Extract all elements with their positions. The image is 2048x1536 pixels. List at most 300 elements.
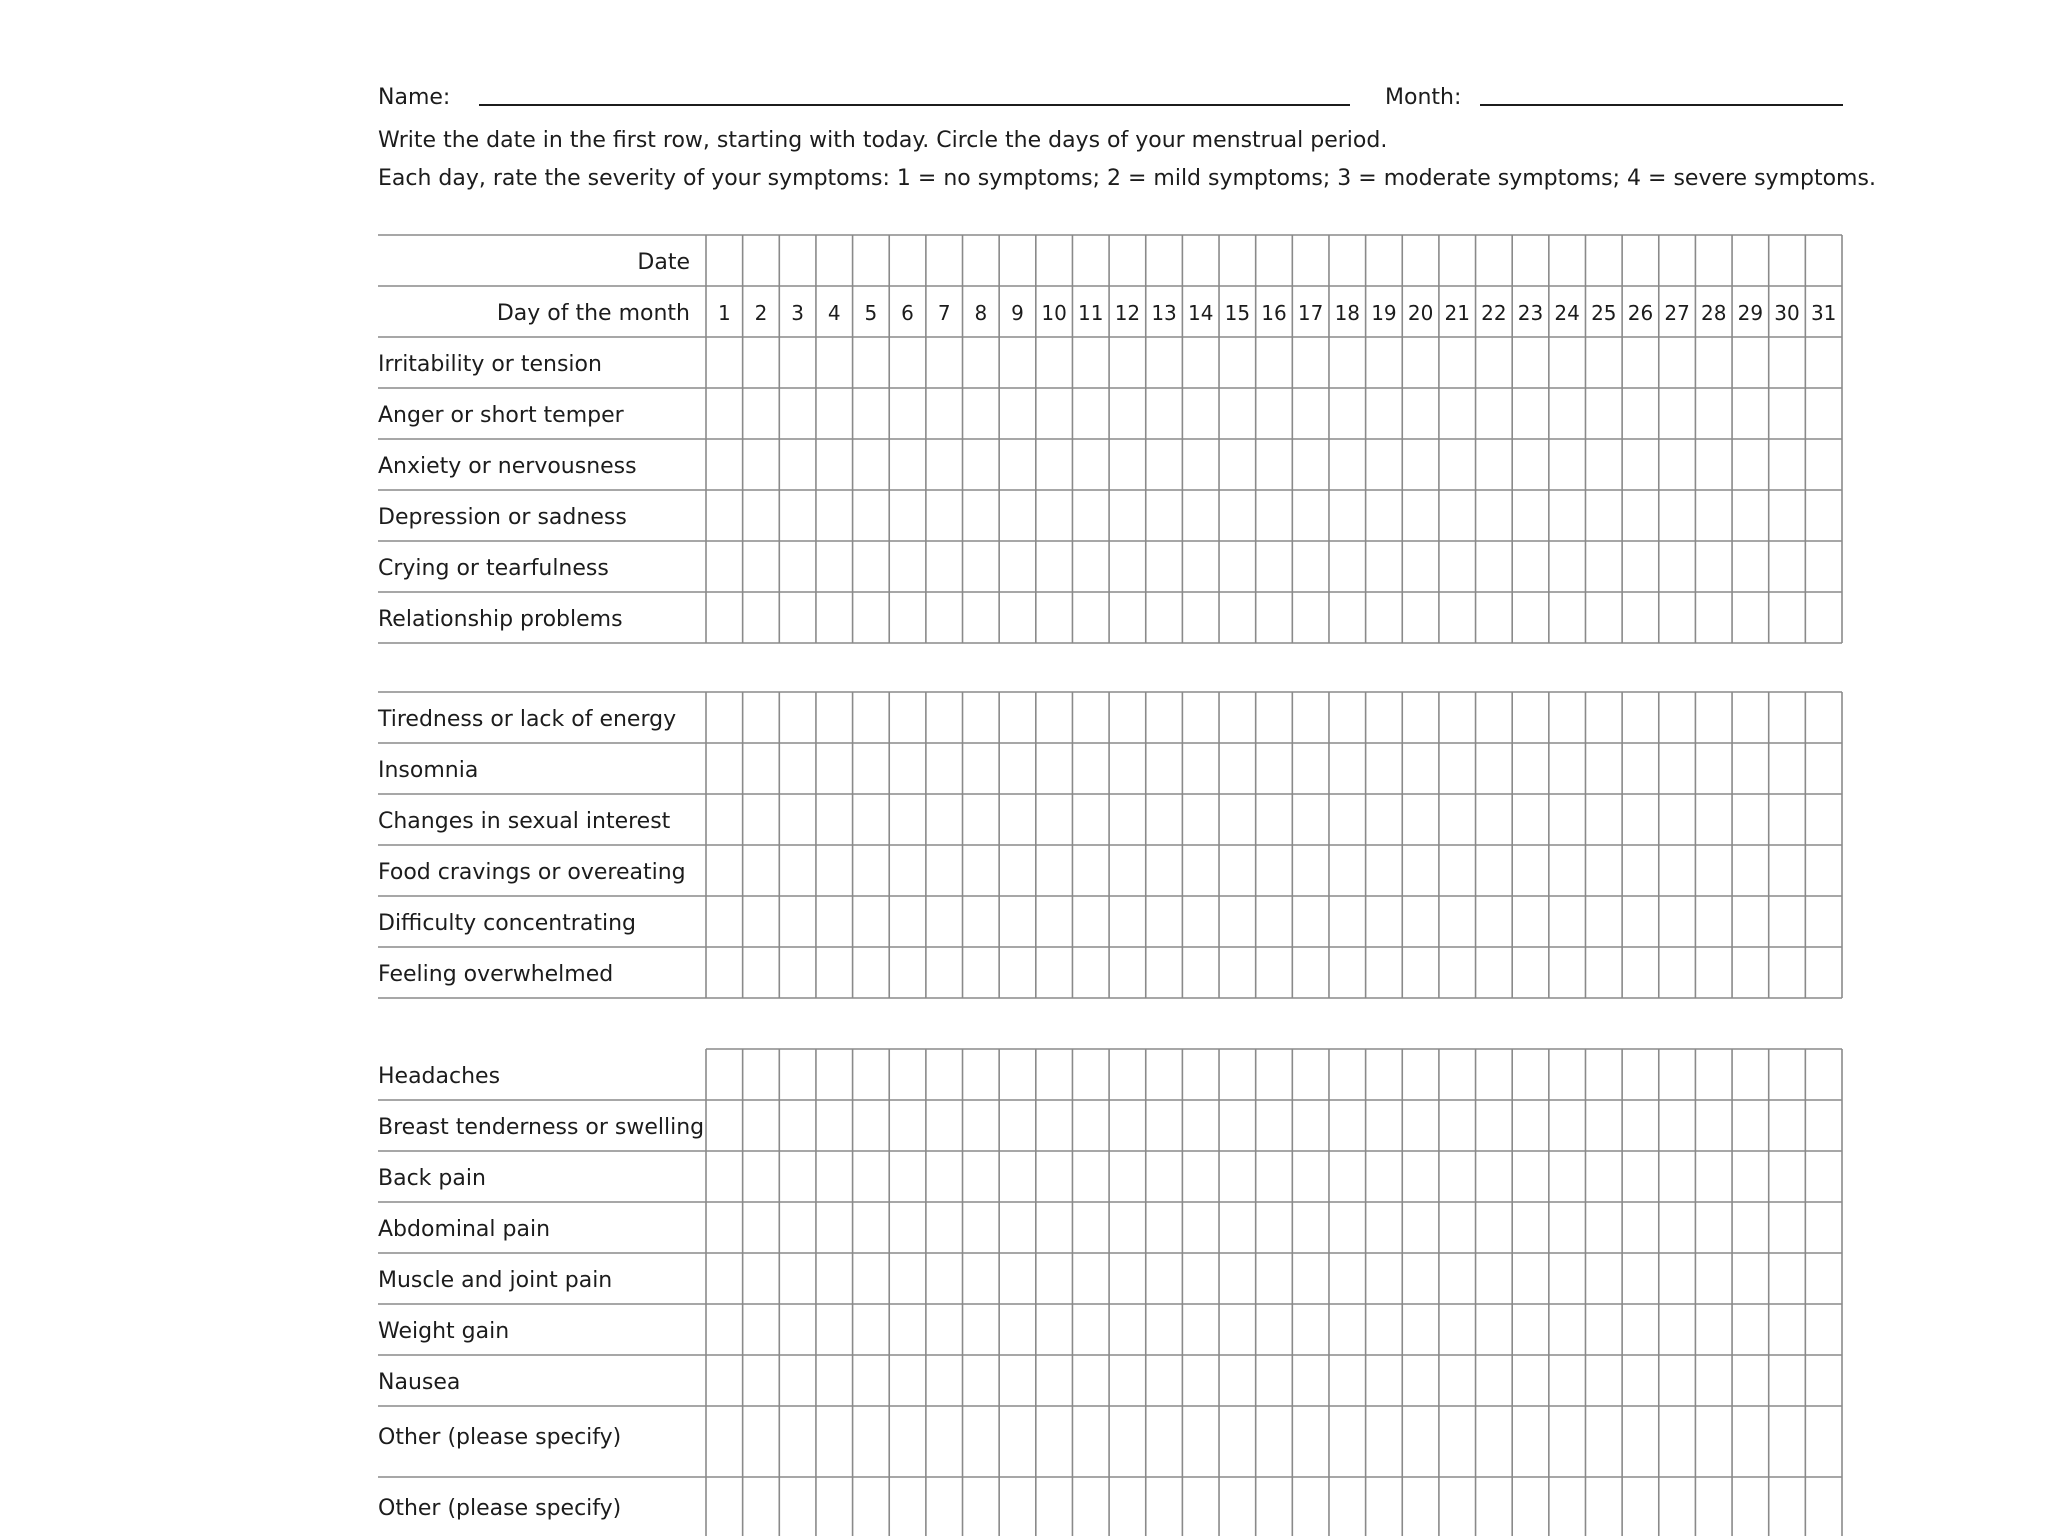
section-1-rating-cell[interactable] <box>743 592 780 643</box>
section-3-rating-cell[interactable] <box>889 1202 926 1253</box>
section-3-rating-cell[interactable] <box>1622 1151 1659 1202</box>
section-3-rating-cell[interactable] <box>1256 1406 1293 1477</box>
section-3-rating-cell[interactable] <box>1109 1151 1146 1202</box>
section-3-rating-cell[interactable] <box>1366 1304 1403 1355</box>
section-2-rating-cell[interactable] <box>1256 743 1293 794</box>
section-3-rating-cell[interactable] <box>816 1406 853 1477</box>
section-3-rating-cell[interactable] <box>1329 1477 1366 1536</box>
section-3-rating-cell[interactable] <box>1292 1151 1329 1202</box>
section-1-rating-cell[interactable] <box>1769 592 1806 643</box>
section-2-rating-cell[interactable] <box>926 794 963 845</box>
section-2-rating-cell[interactable] <box>743 794 780 845</box>
section-3-rating-cell[interactable] <box>1182 1304 1219 1355</box>
section-3-rating-cell[interactable] <box>1329 1355 1366 1406</box>
section-3-rating-cell[interactable] <box>1695 1151 1732 1202</box>
section-1-rating-cell[interactable] <box>1366 592 1403 643</box>
section-1-rating-cell[interactable] <box>1585 388 1622 439</box>
section-3-rating-cell[interactable] <box>1366 1355 1403 1406</box>
section-2-rating-cell[interactable] <box>1036 947 1073 998</box>
section-3-rating-cell[interactable] <box>1476 1049 1513 1100</box>
section-2-rating-cell[interactable] <box>1585 743 1622 794</box>
section-3-rating-cell[interactable] <box>1256 1477 1293 1536</box>
section-1-rating-cell[interactable] <box>1329 439 1366 490</box>
section-3-rating-cell[interactable] <box>1695 1253 1732 1304</box>
section-2-rating-cell[interactable] <box>1072 743 1109 794</box>
section-1-rating-cell[interactable] <box>1146 592 1183 643</box>
section-3-rating-cell[interactable] <box>1805 1304 1842 1355</box>
section-1-rating-cell[interactable] <box>999 337 1036 388</box>
section-1-rating-cell[interactable] <box>1219 337 1256 388</box>
section-1-rating-cell[interactable] <box>999 592 1036 643</box>
section-1-rating-cell[interactable] <box>999 235 1036 286</box>
section-1-rating-cell[interactable] <box>853 490 890 541</box>
section-3-rating-cell[interactable] <box>1805 1477 1842 1536</box>
section-1-rating-cell[interactable] <box>1402 439 1439 490</box>
section-3-rating-cell[interactable] <box>779 1477 816 1536</box>
section-1-rating-cell[interactable] <box>1476 337 1513 388</box>
section-3-rating-cell[interactable] <box>1805 1253 1842 1304</box>
section-2-rating-cell[interactable] <box>999 947 1036 998</box>
section-2-rating-cell[interactable] <box>1659 947 1696 998</box>
section-1-rating-cell[interactable] <box>1256 541 1293 592</box>
section-3-rating-cell[interactable] <box>1109 1253 1146 1304</box>
section-1-rating-cell[interactable] <box>1439 235 1476 286</box>
section-1-rating-cell[interactable] <box>1512 235 1549 286</box>
section-3-rating-cell[interactable] <box>1036 1304 1073 1355</box>
section-3-rating-cell[interactable] <box>1549 1100 1586 1151</box>
section-3-rating-cell[interactable] <box>1109 1406 1146 1477</box>
section-2-rating-cell[interactable] <box>1329 896 1366 947</box>
section-1-rating-cell[interactable] <box>1732 490 1769 541</box>
section-1-rating-cell[interactable] <box>1402 388 1439 439</box>
section-3-rating-cell[interactable] <box>926 1355 963 1406</box>
section-3-rating-cell[interactable] <box>1622 1406 1659 1477</box>
section-3-rating-cell[interactable] <box>1622 1304 1659 1355</box>
section-3-rating-cell[interactable] <box>889 1406 926 1477</box>
section-2-rating-cell[interactable] <box>1512 743 1549 794</box>
section-1-rating-cell[interactable] <box>1512 388 1549 439</box>
section-2-rating-cell[interactable] <box>1622 743 1659 794</box>
section-3-rating-cell[interactable] <box>1695 1355 1732 1406</box>
section-2-rating-cell[interactable] <box>1366 845 1403 896</box>
section-2-rating-cell[interactable] <box>1146 692 1183 743</box>
section-1-rating-cell[interactable] <box>853 439 890 490</box>
section-3-rating-cell[interactable] <box>853 1202 890 1253</box>
section-2-rating-cell[interactable] <box>1476 692 1513 743</box>
section-3-rating-cell[interactable] <box>1072 1049 1109 1100</box>
section-2-rating-cell[interactable] <box>1805 743 1842 794</box>
section-1-rating-cell[interactable] <box>853 388 890 439</box>
section-3-rating-cell[interactable] <box>1219 1355 1256 1406</box>
section-3-rating-cell[interactable] <box>999 1202 1036 1253</box>
section-2-rating-cell[interactable] <box>853 947 890 998</box>
section-3-rating-cell[interactable] <box>743 1151 780 1202</box>
section-3-rating-cell[interactable] <box>1476 1406 1513 1477</box>
section-1-rating-cell[interactable] <box>926 592 963 643</box>
section-3-rating-cell[interactable] <box>1329 1253 1366 1304</box>
section-3-rating-cell[interactable] <box>1219 1100 1256 1151</box>
section-3-rating-cell[interactable] <box>1549 1355 1586 1406</box>
section-3-rating-cell[interactable] <box>1805 1202 1842 1253</box>
section-2-rating-cell[interactable] <box>889 845 926 896</box>
section-1-rating-cell[interactable] <box>1732 388 1769 439</box>
section-1-rating-cell[interactable] <box>1732 337 1769 388</box>
section-2-rating-cell[interactable] <box>1512 896 1549 947</box>
section-2-rating-cell[interactable] <box>779 743 816 794</box>
section-1-rating-cell[interactable] <box>1292 541 1329 592</box>
section-1-rating-cell[interactable] <box>1329 592 1366 643</box>
section-2-rating-cell[interactable] <box>1036 692 1073 743</box>
section-2-rating-cell[interactable] <box>1292 845 1329 896</box>
section-1-rating-cell[interactable] <box>926 490 963 541</box>
section-1-rating-cell[interactable] <box>963 337 1000 388</box>
section-3-rating-cell[interactable] <box>963 1406 1000 1477</box>
section-3-rating-cell[interactable] <box>1512 1202 1549 1253</box>
section-1-rating-cell[interactable] <box>706 541 743 592</box>
section-1-rating-cell[interactable] <box>1659 388 1696 439</box>
section-1-rating-cell[interactable] <box>1805 439 1842 490</box>
section-1-rating-cell[interactable] <box>1769 541 1806 592</box>
section-3-rating-cell[interactable] <box>1732 1151 1769 1202</box>
section-2-rating-cell[interactable] <box>743 845 780 896</box>
section-3-rating-cell[interactable] <box>1402 1049 1439 1100</box>
section-3-rating-cell[interactable] <box>1659 1406 1696 1477</box>
section-1-rating-cell[interactable] <box>779 439 816 490</box>
section-3-rating-cell[interactable] <box>1146 1406 1183 1477</box>
section-2-rating-cell[interactable] <box>779 845 816 896</box>
section-3-rating-cell[interactable] <box>1439 1049 1476 1100</box>
section-3-rating-cell[interactable] <box>1036 1100 1073 1151</box>
section-3-rating-cell[interactable] <box>999 1304 1036 1355</box>
section-2-rating-cell[interactable] <box>1732 743 1769 794</box>
section-1-rating-cell[interactable] <box>1695 235 1732 286</box>
section-3-rating-cell[interactable] <box>1256 1151 1293 1202</box>
section-3-rating-cell[interactable] <box>1769 1100 1806 1151</box>
section-2-rating-cell[interactable] <box>1366 794 1403 845</box>
section-3-rating-cell[interactable] <box>1585 1304 1622 1355</box>
section-2-rating-cell[interactable] <box>1695 845 1732 896</box>
section-3-rating-cell[interactable] <box>1366 1406 1403 1477</box>
section-3-rating-cell[interactable] <box>1732 1049 1769 1100</box>
section-1-rating-cell[interactable] <box>816 592 853 643</box>
section-1-rating-cell[interactable] <box>1439 439 1476 490</box>
section-2-rating-cell[interactable] <box>853 896 890 947</box>
section-3-rating-cell[interactable] <box>1439 1304 1476 1355</box>
section-3-rating-cell[interactable] <box>963 1477 1000 1536</box>
section-3-rating-cell[interactable] <box>1512 1406 1549 1477</box>
section-3-rating-cell[interactable] <box>1512 1049 1549 1100</box>
section-1-rating-cell[interactable] <box>1732 592 1769 643</box>
section-3-rating-cell[interactable] <box>1769 1049 1806 1100</box>
section-3-rating-cell[interactable] <box>1659 1049 1696 1100</box>
section-3-rating-cell[interactable] <box>1219 1202 1256 1253</box>
section-3-rating-cell[interactable] <box>853 1049 890 1100</box>
section-3-rating-cell[interactable] <box>1659 1253 1696 1304</box>
section-3-rating-cell[interactable] <box>1585 1151 1622 1202</box>
section-1-rating-cell[interactable] <box>1512 337 1549 388</box>
section-2-rating-cell[interactable] <box>926 896 963 947</box>
section-3-rating-cell[interactable] <box>963 1304 1000 1355</box>
section-3-rating-cell[interactable] <box>926 1049 963 1100</box>
section-2-rating-cell[interactable] <box>1036 794 1073 845</box>
section-1-rating-cell[interactable] <box>1512 592 1549 643</box>
section-1-rating-cell[interactable] <box>1219 388 1256 439</box>
section-2-rating-cell[interactable] <box>1805 692 1842 743</box>
section-2-rating-cell[interactable] <box>779 692 816 743</box>
section-3-rating-cell[interactable] <box>1146 1477 1183 1536</box>
section-2-rating-cell[interactable] <box>889 692 926 743</box>
section-1-rating-cell[interactable] <box>889 337 926 388</box>
section-2-rating-cell[interactable] <box>963 794 1000 845</box>
section-3-rating-cell[interactable] <box>1292 1406 1329 1477</box>
section-3-rating-cell[interactable] <box>1549 1477 1586 1536</box>
section-3-rating-cell[interactable] <box>999 1100 1036 1151</box>
section-2-rating-cell[interactable] <box>1329 692 1366 743</box>
section-1-rating-cell[interactable] <box>1695 388 1732 439</box>
section-3-rating-cell[interactable] <box>999 1406 1036 1477</box>
section-3-rating-cell[interactable] <box>1329 1304 1366 1355</box>
section-3-rating-cell[interactable] <box>963 1253 1000 1304</box>
section-2-rating-cell[interactable] <box>1146 743 1183 794</box>
section-2-rating-cell[interactable] <box>1439 896 1476 947</box>
section-3-rating-cell[interactable] <box>1072 1202 1109 1253</box>
section-1-rating-cell[interactable] <box>1146 337 1183 388</box>
section-1-rating-cell[interactable] <box>1036 337 1073 388</box>
section-2-rating-cell[interactable] <box>1072 896 1109 947</box>
section-3-rating-cell[interactable] <box>1512 1151 1549 1202</box>
section-3-rating-cell[interactable] <box>1585 1477 1622 1536</box>
section-3-rating-cell[interactable] <box>1732 1202 1769 1253</box>
section-2-rating-cell[interactable] <box>1366 896 1403 947</box>
section-1-rating-cell[interactable] <box>1292 235 1329 286</box>
section-3-rating-cell[interactable] <box>853 1100 890 1151</box>
section-1-rating-cell[interactable] <box>1695 439 1732 490</box>
section-2-rating-cell[interactable] <box>1659 692 1696 743</box>
section-1-rating-cell[interactable] <box>1439 337 1476 388</box>
section-3-rating-cell[interactable] <box>1476 1151 1513 1202</box>
section-3-rating-cell[interactable] <box>1769 1477 1806 1536</box>
section-3-rating-cell[interactable] <box>816 1253 853 1304</box>
section-2-rating-cell[interactable] <box>999 794 1036 845</box>
section-2-rating-cell[interactable] <box>926 743 963 794</box>
section-1-rating-cell[interactable] <box>1622 490 1659 541</box>
section-3-rating-cell[interactable] <box>1439 1406 1476 1477</box>
section-2-rating-cell[interactable] <box>1695 692 1732 743</box>
section-2-rating-cell[interactable] <box>1256 896 1293 947</box>
section-2-rating-cell[interactable] <box>1292 794 1329 845</box>
section-1-rating-cell[interactable] <box>1659 541 1696 592</box>
section-1-rating-cell[interactable] <box>1805 541 1842 592</box>
section-3-rating-cell[interactable] <box>1769 1253 1806 1304</box>
section-2-rating-cell[interactable] <box>1439 947 1476 998</box>
section-2-rating-cell[interactable] <box>1732 692 1769 743</box>
section-2-rating-cell[interactable] <box>816 845 853 896</box>
section-1-rating-cell[interactable] <box>1805 592 1842 643</box>
section-3-rating-cell[interactable] <box>1366 1100 1403 1151</box>
section-1-rating-cell[interactable] <box>1366 541 1403 592</box>
section-3-rating-cell[interactable] <box>1512 1477 1549 1536</box>
section-3-rating-cell[interactable] <box>1402 1253 1439 1304</box>
section-3-rating-cell[interactable] <box>816 1100 853 1151</box>
section-3-rating-cell[interactable] <box>889 1477 926 1536</box>
section-1-rating-cell[interactable] <box>999 541 1036 592</box>
section-2-rating-cell[interactable] <box>1146 845 1183 896</box>
section-1-rating-cell[interactable] <box>706 388 743 439</box>
section-3-rating-cell[interactable] <box>963 1100 1000 1151</box>
section-1-rating-cell[interactable] <box>706 235 743 286</box>
section-3-rating-cell[interactable] <box>1219 1049 1256 1100</box>
section-2-rating-cell[interactable] <box>1292 896 1329 947</box>
section-3-rating-cell[interactable] <box>706 1477 743 1536</box>
section-3-rating-cell[interactable] <box>1402 1355 1439 1406</box>
section-2-rating-cell[interactable] <box>779 794 816 845</box>
section-3-rating-cell[interactable] <box>1549 1151 1586 1202</box>
section-3-rating-cell[interactable] <box>779 1049 816 1100</box>
section-1-rating-cell[interactable] <box>1072 388 1109 439</box>
section-3-rating-cell[interactable] <box>963 1355 1000 1406</box>
section-3-rating-cell[interactable] <box>1182 1406 1219 1477</box>
section-1-rating-cell[interactable] <box>1036 235 1073 286</box>
section-1-rating-cell[interactable] <box>1476 235 1513 286</box>
section-3-rating-cell[interactable] <box>743 1049 780 1100</box>
section-1-rating-cell[interactable] <box>1769 235 1806 286</box>
section-2-rating-cell[interactable] <box>889 794 926 845</box>
section-1-rating-cell[interactable] <box>1512 490 1549 541</box>
section-2-rating-cell[interactable] <box>816 896 853 947</box>
section-2-rating-cell[interactable] <box>779 896 816 947</box>
section-2-rating-cell[interactable] <box>1439 845 1476 896</box>
section-1-rating-cell[interactable] <box>1585 592 1622 643</box>
section-2-rating-cell[interactable] <box>743 947 780 998</box>
section-2-rating-cell[interactable] <box>1659 794 1696 845</box>
section-2-rating-cell[interactable] <box>853 794 890 845</box>
section-3-rating-cell[interactable] <box>1659 1304 1696 1355</box>
section-2-rating-cell[interactable] <box>1182 947 1219 998</box>
section-2-rating-cell[interactable] <box>1146 794 1183 845</box>
section-3-rating-cell[interactable] <box>1805 1355 1842 1406</box>
section-1-rating-cell[interactable] <box>1549 439 1586 490</box>
section-1-rating-cell[interactable] <box>1036 541 1073 592</box>
section-3-rating-cell[interactable] <box>999 1477 1036 1536</box>
section-1-rating-cell[interactable] <box>853 541 890 592</box>
section-2-rating-cell[interactable] <box>1109 845 1146 896</box>
section-2-rating-cell[interactable] <box>1805 845 1842 896</box>
section-3-rating-cell[interactable] <box>1585 1100 1622 1151</box>
section-1-rating-cell[interactable] <box>816 337 853 388</box>
section-3-rating-cell[interactable] <box>1146 1253 1183 1304</box>
section-1-rating-cell[interactable] <box>1622 541 1659 592</box>
section-2-rating-cell[interactable] <box>1402 743 1439 794</box>
section-3-rating-cell[interactable] <box>1512 1253 1549 1304</box>
section-3-rating-cell[interactable] <box>963 1202 1000 1253</box>
section-3-rating-cell[interactable] <box>706 1253 743 1304</box>
section-3-rating-cell[interactable] <box>1219 1304 1256 1355</box>
section-3-rating-cell[interactable] <box>816 1202 853 1253</box>
section-3-rating-cell[interactable] <box>1732 1355 1769 1406</box>
section-1-rating-cell[interactable] <box>1622 592 1659 643</box>
section-3-rating-cell[interactable] <box>1549 1202 1586 1253</box>
section-3-rating-cell[interactable] <box>1072 1355 1109 1406</box>
section-1-rating-cell[interactable] <box>1329 490 1366 541</box>
section-1-rating-cell[interactable] <box>816 490 853 541</box>
section-3-rating-cell[interactable] <box>1329 1049 1366 1100</box>
section-1-rating-cell[interactable] <box>963 439 1000 490</box>
section-3-rating-cell[interactable] <box>779 1406 816 1477</box>
section-3-rating-cell[interactable] <box>1439 1100 1476 1151</box>
section-3-rating-cell[interactable] <box>1256 1253 1293 1304</box>
section-1-rating-cell[interactable] <box>1805 235 1842 286</box>
section-2-rating-cell[interactable] <box>1366 692 1403 743</box>
section-2-rating-cell[interactable] <box>853 743 890 794</box>
section-1-rating-cell[interactable] <box>999 439 1036 490</box>
section-3-rating-cell[interactable] <box>1732 1304 1769 1355</box>
section-3-rating-cell[interactable] <box>1292 1355 1329 1406</box>
section-2-rating-cell[interactable] <box>1585 845 1622 896</box>
section-3-rating-cell[interactable] <box>1402 1477 1439 1536</box>
section-2-rating-cell[interactable] <box>926 845 963 896</box>
section-3-rating-cell[interactable] <box>889 1049 926 1100</box>
section-1-rating-cell[interactable] <box>1292 388 1329 439</box>
section-3-rating-cell[interactable] <box>853 1253 890 1304</box>
section-2-rating-cell[interactable] <box>779 947 816 998</box>
section-1-rating-cell[interactable] <box>1585 439 1622 490</box>
section-2-rating-cell[interactable] <box>1402 896 1439 947</box>
section-2-rating-cell[interactable] <box>999 896 1036 947</box>
section-2-rating-cell[interactable] <box>1256 692 1293 743</box>
section-3-rating-cell[interactable] <box>1182 1355 1219 1406</box>
section-3-rating-cell[interactable] <box>1256 1100 1293 1151</box>
section-3-rating-cell[interactable] <box>1036 1202 1073 1253</box>
section-1-rating-cell[interactable] <box>1585 337 1622 388</box>
section-2-rating-cell[interactable] <box>1549 845 1586 896</box>
section-1-rating-cell[interactable] <box>1805 337 1842 388</box>
section-3-rating-cell[interactable] <box>816 1477 853 1536</box>
section-1-rating-cell[interactable] <box>1402 490 1439 541</box>
section-2-rating-cell[interactable] <box>1182 896 1219 947</box>
section-3-rating-cell[interactable] <box>853 1355 890 1406</box>
section-3-rating-cell[interactable] <box>1659 1202 1696 1253</box>
section-1-rating-cell[interactable] <box>1512 541 1549 592</box>
section-2-rating-cell[interactable] <box>1402 947 1439 998</box>
section-3-rating-cell[interactable] <box>816 1049 853 1100</box>
section-1-rating-cell[interactable] <box>743 490 780 541</box>
section-1-rating-cell[interactable] <box>1769 388 1806 439</box>
section-1-rating-cell[interactable] <box>1256 235 1293 286</box>
section-3-rating-cell[interactable] <box>1109 1477 1146 1536</box>
section-3-rating-cell[interactable] <box>706 1304 743 1355</box>
section-3-rating-cell[interactable] <box>1622 1355 1659 1406</box>
section-3-rating-cell[interactable] <box>889 1100 926 1151</box>
section-3-rating-cell[interactable] <box>1476 1100 1513 1151</box>
section-2-rating-cell[interactable] <box>1585 794 1622 845</box>
section-3-rating-cell[interactable] <box>1109 1049 1146 1100</box>
section-3-rating-cell[interactable] <box>1072 1100 1109 1151</box>
section-3-rating-cell[interactable] <box>816 1151 853 1202</box>
section-1-rating-cell[interactable] <box>1182 592 1219 643</box>
section-1-rating-cell[interactable] <box>1219 541 1256 592</box>
section-1-rating-cell[interactable] <box>1036 388 1073 439</box>
section-1-rating-cell[interactable] <box>1292 490 1329 541</box>
section-3-rating-cell[interactable] <box>1072 1253 1109 1304</box>
section-2-rating-cell[interactable] <box>1329 845 1366 896</box>
section-2-rating-cell[interactable] <box>1109 692 1146 743</box>
section-1-rating-cell[interactable] <box>779 235 816 286</box>
section-2-rating-cell[interactable] <box>889 896 926 947</box>
section-3-rating-cell[interactable] <box>1476 1253 1513 1304</box>
section-2-rating-cell[interactable] <box>1109 794 1146 845</box>
section-1-rating-cell[interactable] <box>1622 439 1659 490</box>
section-3-rating-cell[interactable] <box>1585 1406 1622 1477</box>
